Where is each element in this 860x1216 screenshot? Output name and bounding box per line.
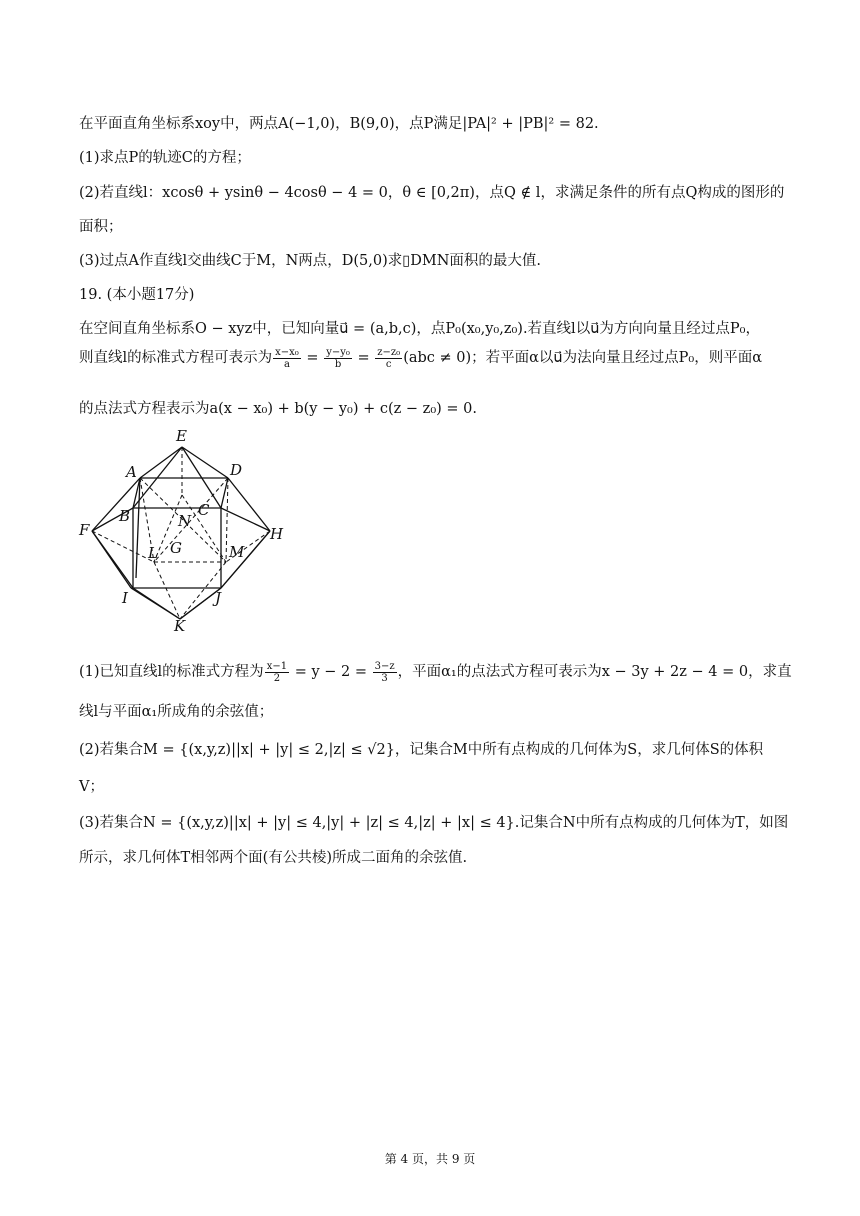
p19-q2-line2: V； xyxy=(79,779,104,795)
label-E: E xyxy=(176,427,187,445)
label-L: L xyxy=(148,544,158,562)
q1-fraction-2-num: 3−z xyxy=(374,660,395,672)
p19-intro-line2-b: (abc ≠ 0)；若平面α以u⃗为法向量且经过点P₀，则平面α xyxy=(403,350,762,366)
fraction-y-num: y−y₀ xyxy=(326,346,350,358)
p18-q3: (3)过点A作直线l交曲线C于M，N两点，D(5,0)求▯DMN面积的最大值. xyxy=(79,253,542,269)
label-K: K xyxy=(174,617,186,635)
p18-q2-line2: 面积； xyxy=(79,219,123,235)
p19-intro-line2-a: 则直线l的标准式方程可表示为 xyxy=(79,350,273,366)
p19-q1-a: (1)已知直线l的标准式方程为 xyxy=(79,664,264,680)
hidden-edges xyxy=(92,447,270,619)
label-I: I xyxy=(122,589,128,607)
p18-intro: 在平面直角坐标系xoy中，两点A(−1,0)，B(9,0)，点P满足|PA|² + |PB|² = 82. xyxy=(79,116,599,132)
fraction-z-num: z−z₀ xyxy=(377,346,401,358)
p18-q2-line1: (2)若直线l：xcosθ + ysinθ − 4cosθ − 4 = 0，θ ∈ [0,2π)，点Q ∉ l，求满足条件的所有点Q构成的图形的 xyxy=(79,185,785,201)
fraction-y xyxy=(324,347,352,370)
q1-fraction-1-num: x−1 xyxy=(266,660,288,672)
label-H: H xyxy=(270,525,284,543)
q1-fraction-1 xyxy=(265,661,289,684)
q1-fraction-1-den: 2 xyxy=(273,672,281,684)
p18-q1: (1)求点P的轨迹C的方程； xyxy=(79,150,251,166)
solid-edges xyxy=(92,447,270,619)
fraction-x-num: x−x₀ xyxy=(275,346,299,358)
label-B: B xyxy=(119,507,131,525)
label-D: D xyxy=(230,461,243,479)
fraction-z-den: c xyxy=(385,358,392,370)
q1-fraction-2-den: 3 xyxy=(381,672,388,684)
p19-q1-line2: 线l与平面α₁所成角的余弦值； xyxy=(79,704,274,720)
polyhedron-figure xyxy=(76,425,296,635)
p19-q2-line1: (2)若集合M = {(x,y,z)||x| + |y| ≤ 2,|z| ≤ √2}，记集合M中所有点构成的几何体为S，求几何体S的体积 xyxy=(79,742,764,758)
p19-intro-line1: 在空间直角坐标系O − xyz中，已知向量u⃗ = (a,b,c)，点P₀(x₀,y₀,z₀).若直线l以u⃗为方向向量且经过点P₀， xyxy=(79,321,760,337)
q1-fraction-2 xyxy=(373,661,397,684)
fraction-z xyxy=(375,347,402,370)
label-M: M xyxy=(229,543,245,561)
fraction-x-den: a xyxy=(283,358,290,370)
p19-header: 19. (本小题17分) xyxy=(79,287,195,303)
fraction-y-den: b xyxy=(334,358,342,370)
label-G: G xyxy=(170,539,182,557)
p19-q3-line2: 所示，求几何体T相邻两个面(有公共棱)所成二面角的余弦值. xyxy=(79,850,468,866)
p19-q3-line1: (3)若集合N = {(x,y,z)||x| + |y| ≤ 4,|y| + |z| ≤ 4,|z| + |x| ≤ 4}.记集合N中所有点构成的几何体为T，如图 xyxy=(79,815,789,831)
p19-q1-line1 xyxy=(79,660,792,684)
p19-q1-b: ，平面α₁的点法式方程可表示为x − 3y + 2z − 4 = 0，求直 xyxy=(397,664,792,680)
label-A: A xyxy=(126,463,137,481)
p19-intro-line2: 则直线l的标准式方程可表示为 $\frac{\text{x−x₀}}{a}$ = $\frac{\text{y−y₀}}{b}$ = $\frac{\text{z−z₀}}{c}$ (abc ≠ 0)；若平面α以u⃗为法向量且经过点P₀，则平面α xyxy=(79,346,762,370)
label-N: N xyxy=(178,512,192,530)
p19-intro-line3: 的点法式方程表示为a(x − x₀) + b(y − y₀) + c(z − z₀) = 0. xyxy=(79,401,477,417)
label-J: J xyxy=(215,589,222,607)
page-footer: 第 4 页，共 9 页 xyxy=(384,1152,476,1166)
label-F: F xyxy=(79,521,90,539)
label-C: C xyxy=(198,501,210,519)
fraction-x xyxy=(273,347,301,370)
p19-q1-mid: = y − 2 = xyxy=(294,664,367,680)
